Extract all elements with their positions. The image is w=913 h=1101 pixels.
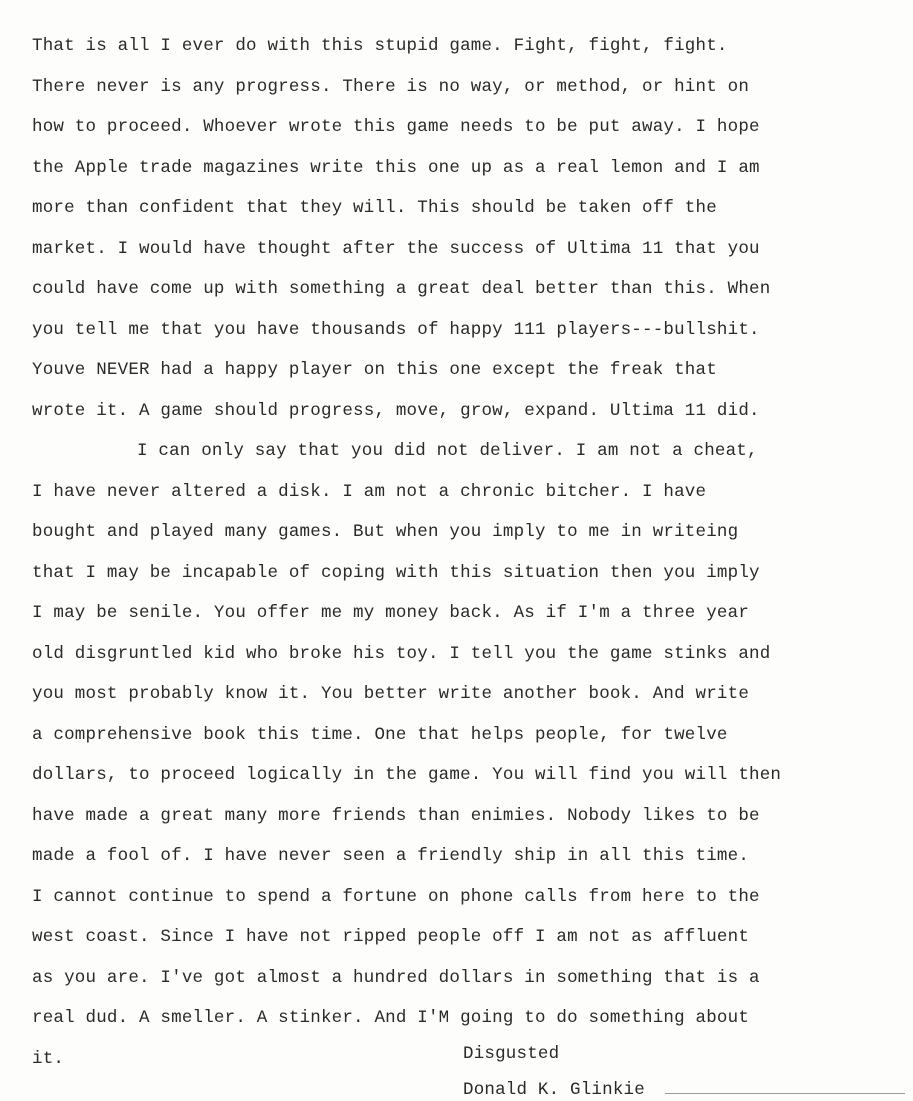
letter-line: market. I would have thought after the success of Ultima 11 that you xyxy=(32,238,760,259)
letter-line: have made a great many more friends than enimies. Nobody likes to be xyxy=(32,805,760,826)
letter-line: you most probably know it. You better write another book. And write xyxy=(32,684,750,704)
letter-line: dollars, to proceed logically in the game. You will find you will then xyxy=(32,765,782,785)
letter-line: it. xyxy=(32,1048,65,1069)
letter-body xyxy=(32,26,892,1079)
letter-line-indented: I can only say that you did not deliver. I am not a cheat, xyxy=(137,441,758,461)
letter-line: west coast. Since I have not ripped people off I am not as affluent xyxy=(32,927,750,947)
letter-line: That is all I ever do with this stupid game. Fight, fight, fight. xyxy=(32,36,728,56)
letter-line: as you are. I've got almost a hundred dollars in something that is a xyxy=(32,967,760,988)
letter-line: Youve NEVER had a happy player on this one except the freak that xyxy=(32,360,717,380)
letter-line: old disgruntled kid who broke his toy. I tell you the game stinks and xyxy=(32,643,771,664)
closing-text: Disgusted xyxy=(463,1044,560,1064)
letter-line: I cannot continue to spend a fortune on phone calls from here to the xyxy=(32,886,760,907)
letter-line: more than confident that they will. This should be taken off the xyxy=(32,198,717,218)
letter-line: how to proceed. Whoever wrote this game needs to be put away. I hope xyxy=(32,117,760,137)
letter-line: a comprehensive book this time. One that helps people, for twelve xyxy=(32,724,728,745)
letter-line: you tell me that you have thousands of happy 111 players---bullshit. xyxy=(32,319,760,340)
letter-line: bought and played many games. But when you imply to me in writeing xyxy=(32,522,739,542)
letter-line: I may be senile. You offer me my money back. As if I'm a three year xyxy=(32,603,750,623)
letter-line: could have come up with something a great deal better than this. When xyxy=(32,279,771,299)
letter-line: that I may be incapable of coping with this situation then you imply xyxy=(32,562,760,583)
letter-signoff xyxy=(463,1036,645,1101)
letter-line: real dud. A smeller. A stinker. And I'M going to do something about xyxy=(32,1008,750,1028)
signature-rule xyxy=(665,1093,905,1094)
letter-line: I have never altered a disk. I am not a chronic bitcher. I have xyxy=(32,481,707,502)
letter-line: wrote it. A game should progress, move, grow, expand. Ultima 11 did. xyxy=(32,400,760,421)
letter-line: made a fool of. I have never seen a friendly ship in all this time. xyxy=(32,846,750,866)
letter-line: There never is any progress. There is no way, or method, or hint on xyxy=(32,76,750,97)
signature-name: Donald K. Glinkie xyxy=(463,1080,645,1100)
letter-line: the Apple trade magazines write this one up as a real lemon and I am xyxy=(32,157,760,178)
